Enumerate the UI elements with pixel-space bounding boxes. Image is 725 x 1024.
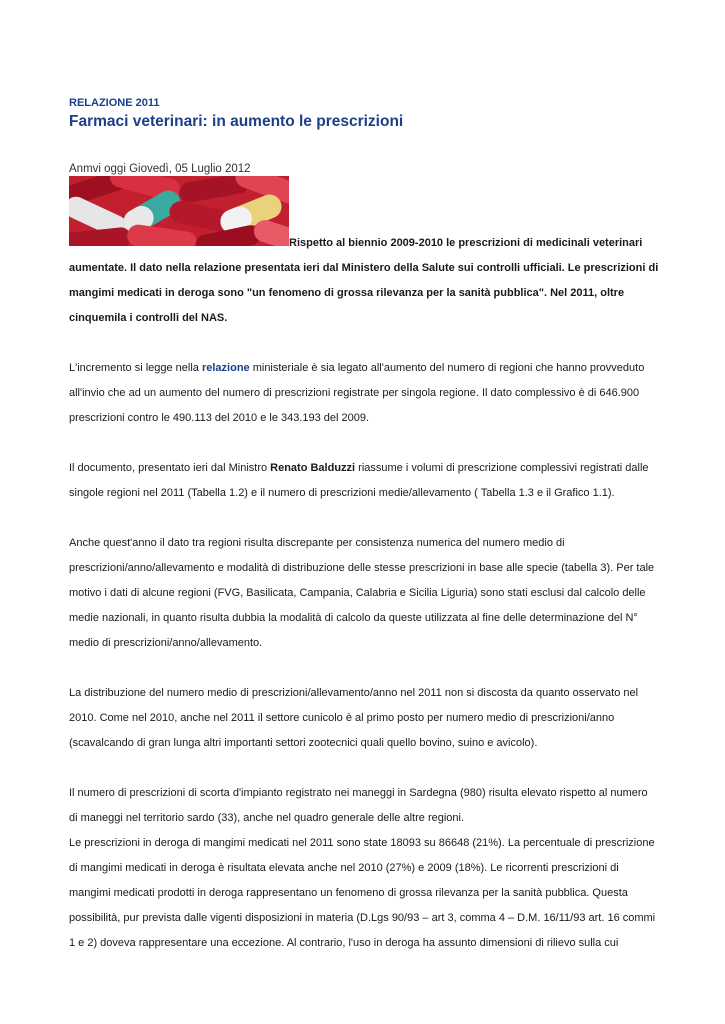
paragraph-2-text-end: riassume i volumi di prescrizione complessivi registrati dalle singole regioni nel 2011 (Tabella 1.2) e il numero di prescrizioni medie/allevamento ( Tabella 1.3 e il Grafico 1.1). <box>69 462 649 499</box>
lead-section <box>69 176 659 331</box>
paragraph-5: Il numero di prescrizioni di scorta d'impianto registrato nei maneggi in Sardegna (980) risulta elevato rispetto al numero di maneggi nel territorio sardo (33), anche nel quadro generale delle altre regioni. <box>69 787 648 824</box>
paragraph-3: Anche quest'anno il dato tra regioni risulta discrepante per consistenza numerica del numero medio di prescrizioni/anno/allevamento e modalità di distribuzione delle stesse prescrizioni in base alle specie (tabella 3). Per tale motivo i dati di alcune regioni (FVG, Basilicata, Campania, Calabria e Sicilia Liguria) sono stati esclusi dal calcolo delle medie nazionali, in quanto risulta dubbia la modalità di calcolo da queste utilizzata al fine delle determinazione del N° medio di prescrizioni/anno/allevamento. <box>69 537 655 649</box>
paragraph-1-text-end: ministeriale è sia legato all'aumento del numero di regioni che hanno provveduto all'invio che ad un aumento del numero di prescrizioni registrate per singola regione. Il dato complessivo è di 646.900 prescrizioni contro le 490.113 del 2010 e le 343.193 del 2009. <box>69 362 645 424</box>
paragraph-2-text-start: Il documento, presentato ieri dal Ministro <box>69 462 271 474</box>
paragraph-1-text-start: L'incremento si legge nella <box>69 362 202 374</box>
article <box>69 96 659 956</box>
paragraph-6: Le prescrizioni in deroga di mangimi medicati nel 2011 sono state 18093 su 86648 (21%). La percentuale di prescrizione di mangimi medicati in deroga è risultata elevata anche nel 2010 (27%) e 2009 (18%). Le ricorrenti prescrizioni di mangimi medicati prodotti in deroga rappresentano un fenomeno di grossa rilevanza per la sanità pubblica. Questa possibilità, pur prevista dalle vigenti disposizioni in materia (D.Lgs 90/93 – art 3, comma 4 – D.M. 16/11/93 art. 16 commi 1 e 2) doveva rappresentare una eccezione. Al contrario, l'uso in deroga ha assunto dimensioni di rilievo sulla cui <box>69 837 656 949</box>
article-title: Farmaci veterinari: in aumento le prescrizioni <box>69 113 404 130</box>
lead-first-line: Rispetto al biennio 2009-2010 le prescrizioni di medicinali veterinari <box>289 237 643 249</box>
lead-rest: aumentate. Il dato nella relazione presentata ieri dal Ministero della Salute sui controlli ufficiali. Le prescrizioni di mangimi medicati in deroga sono "un fenomeno di grossa rilevanza per la sanità pubblica". Nel 2011, oltre cinquemila i controlli del NAS. <box>69 262 659 324</box>
relazione-link[interactable]: relazione <box>201 362 250 374</box>
minister-name: Renato Balduzzi <box>270 462 356 474</box>
capsules-photo-icon <box>69 176 289 246</box>
article-kicker: RELAZIONE 2011 <box>69 97 160 109</box>
paragraph-1 <box>69 356 659 431</box>
article-byline: Anmvi oggi Giovedì, 05 Luglio 2012 <box>69 163 251 175</box>
paragraph-2 <box>69 456 659 506</box>
paragraph-4: La distribuzione del numero medio di prescrizioni/allevamento/anno nel 2011 non si discosta da quanto osservato nel 2010. Come nel 2010, anche nel 2011 il settore cunicolo è al primo posto per numero medio di prescrizioni/anno (scavalcando di gran lunga altri importanti settori zootecnici quali quello bovino, suino e avicolo). <box>69 687 639 749</box>
